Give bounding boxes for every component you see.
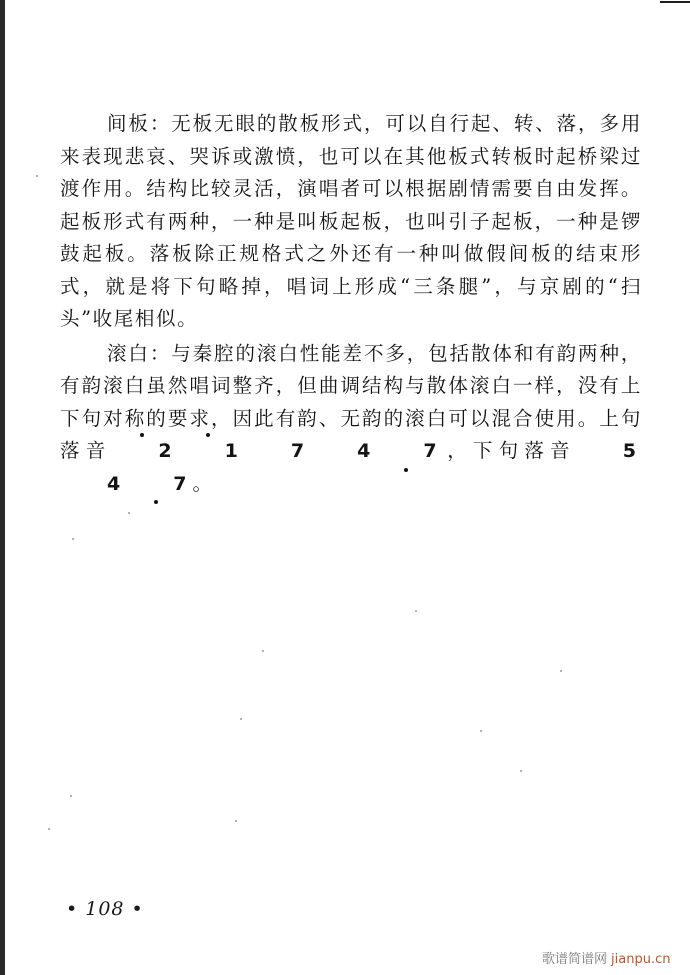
- scan-speck: [36, 175, 38, 177]
- scan-speck: [128, 512, 130, 514]
- scan-speck: [262, 650, 264, 652]
- scan-edge-left: [0, 0, 5, 975]
- page-body: [60, 108, 642, 500]
- scan-speck: [48, 828, 50, 830]
- note: 2: [111, 435, 177, 468]
- scan-speck: [70, 795, 72, 797]
- paragraph-gunbai: [60, 338, 642, 501]
- notation-upper-cadence: [111, 440, 442, 462]
- scan-speck: [480, 730, 482, 732]
- scan-speck: [235, 820, 237, 822]
- note: 5: [622, 440, 642, 462]
- scan-speck: [520, 770, 522, 772]
- paragraph-jianban: 间板：无板无眼的散板形式，可以自行起、转、落，多用来表现悲哀、哭诉或激愤，也可以在其他板式转板时起桥梁过渡作用。结构比较灵活，演唱者可以根据剧情需要自由发挥。起板形式有两种，一种是叫板起板，也叫引子起板，一种是锣鼓起板。落板除正规格式之外还有一种叫做假间板的结束形式，就是将下句略掉，唱词上形成“三条腿”，与京剧的“扫头”收尾相似。: [60, 112, 642, 330]
- scan-speck: [560, 670, 562, 672]
- note: 7: [376, 435, 442, 468]
- watermark-site-name: 歌谱简谱网: [542, 952, 608, 967]
- note: 7: [126, 468, 192, 501]
- scan-speck: [415, 610, 417, 612]
- note: 7: [290, 440, 311, 462]
- paragraph-gunbai-mid-text: ，下句落音: [442, 439, 576, 462]
- scan-edge-top: [660, 1, 690, 3]
- page-number: • 108 •: [66, 898, 144, 920]
- note: 4: [357, 440, 377, 462]
- scan-speck: [240, 718, 242, 720]
- note: 4: [107, 472, 127, 495]
- watermark: [542, 948, 670, 967]
- paragraph-gunbai-text: 滚白：与秦腔的滚白性能差不多，包括散体和有韵两种，有韵滚白虽然唱词整齐，但曲调结构与散体滚白一样，没有上下句对称的要求，因此有韵、无韵的滚白可以混合使用。上句落音: [60, 341, 642, 462]
- note: 1: [178, 435, 244, 468]
- scan-speck: [72, 538, 74, 540]
- paragraph-gunbai-end: 。: [192, 471, 214, 495]
- watermark-domain: jianpu.cn: [611, 952, 671, 967]
